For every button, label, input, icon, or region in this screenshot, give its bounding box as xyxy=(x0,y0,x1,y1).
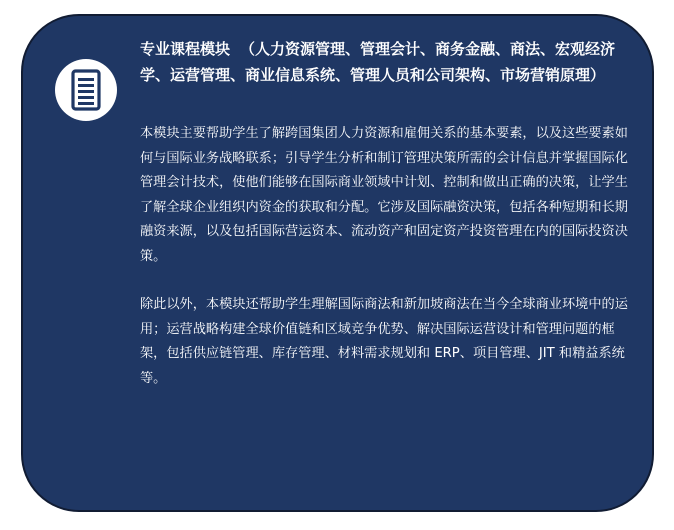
module-heading xyxy=(140,36,634,88)
module-subtitle: （人力资源管理、管理会计、商务金融、商法、宏观经济学、运营管理、商业信息系统、管理人员和公司架构、市场营销原理） xyxy=(140,40,616,84)
module-card xyxy=(21,14,654,512)
module-title: 专业课程模块 xyxy=(140,40,231,58)
paragraph-2: 除此以外，本模块还帮助学生理解国际商法和新加坡商法在当今全球商业环境中的运用；运营战略构建全球价值链和区域竞争优势、解决国际运营设计和管理问题的框架，包括供应链管理、库存管理、材料需求规划和 ERP、项目管理、JIT 和精益系统等。 xyxy=(140,297,628,386)
module-description xyxy=(140,122,636,391)
document-icon xyxy=(54,58,118,122)
paragraph-1: 本模块主要帮助学生了解跨国集团人力资源和雇佣关系的基本要素，以及这些要素如何与国际业务战略联系；引导学生分析和制订管理决策所需的会计信息并掌握国际化管理会计技术，使他们能够在国际商业领域中计划、控制和做出正确的决策，让学生了解全球企业组织内资金的获取和分配。它涉及国际融资决策，包括各种短期和长期融资来源，以及包括国际营运资本、流动资产和固定资产投资管理在内的国际投资决策。 xyxy=(140,126,628,264)
